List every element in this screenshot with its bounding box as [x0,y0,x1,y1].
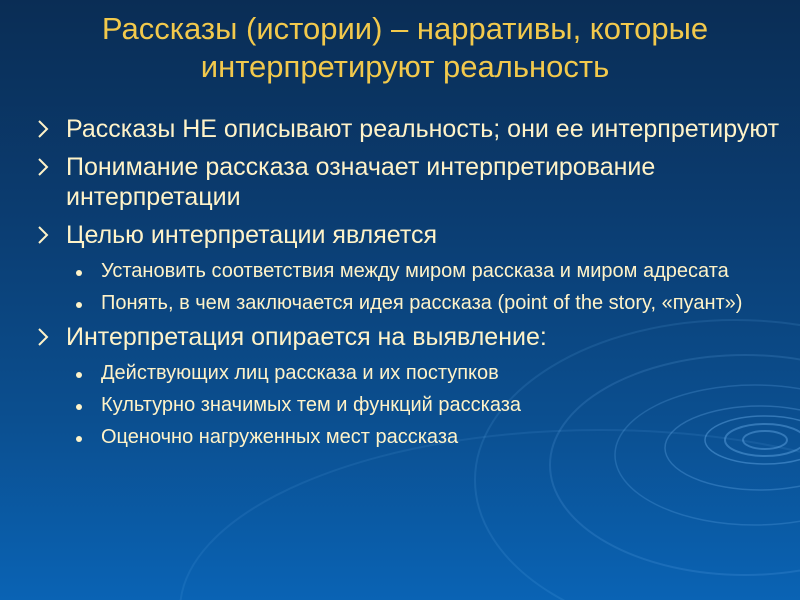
sub-bullet-item [22,360,782,386]
dot-bullet-icon [76,404,82,410]
bullet-text: Целью интерпретации является [66,221,438,249]
sub-bullet-text: Действующих лиц рассказа и их поступков [101,362,499,384]
bullet-item [22,114,782,144]
sub-bullet-text: Понять, в чем заключается идея рассказа (point of the story, «пуант») [101,292,743,314]
dot-bullet-icon [76,302,82,308]
arrow-bullet-icon [36,224,50,246]
sub-bullet-item [22,290,782,316]
sub-bullet-item [22,258,782,284]
bullet-list [22,114,782,456]
sub-bullet-text: Установить соответствия между миром рассказа и миром адресата [101,260,729,282]
bullet-item [22,152,782,212]
arrow-bullet-icon [36,156,50,178]
dot-bullet-icon [76,436,82,442]
arrow-bullet-icon [36,118,50,140]
slide-title: Рассказы (истории) – нарративы, которые интерпретируют реальность [101,11,709,84]
dot-bullet-icon [76,270,82,276]
bullet-item [22,220,782,250]
sub-bullet-text: Оценочно нагруженных мест рассказа [101,426,459,448]
sub-bullet-text: Культурно значимых тем и функций рассказа [101,394,522,416]
sub-bullet-item [22,392,782,418]
bullet-text: Рассказы НЕ описывают реальность; они ее интерпретируют [66,115,780,143]
bullet-text: Понимание рассказа означает интерпретирование интерпретации [66,153,656,211]
bullet-item [22,322,782,352]
bullet-text: Интерпретация опирается на выявление: [66,323,547,351]
arrow-bullet-icon [36,326,50,348]
dot-bullet-icon [76,372,82,378]
sub-bullet-item [22,424,782,450]
